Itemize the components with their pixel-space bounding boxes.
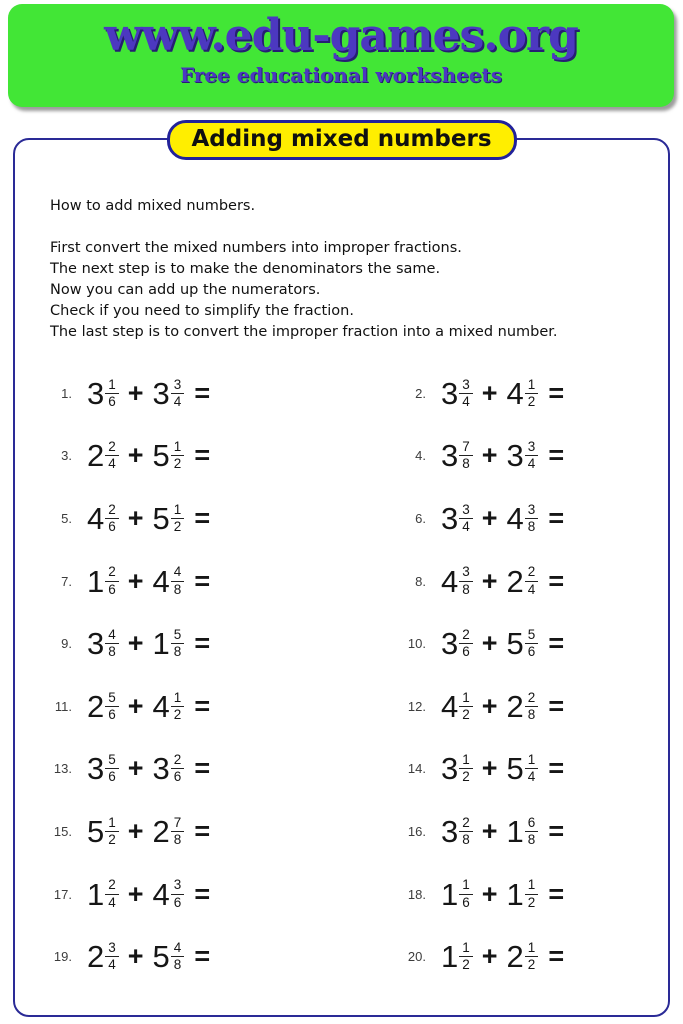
problem-number: 15. <box>53 823 72 839</box>
mixed-number-b <box>506 563 539 599</box>
equals-sign: = <box>548 628 565 659</box>
problem-number: 16. <box>407 823 426 839</box>
numerator-a: 2 <box>108 501 116 517</box>
equals-sign: = <box>194 690 211 721</box>
whole-number-a: 4 <box>87 500 105 536</box>
worksheet-panel <box>13 138 670 1017</box>
fraction-b <box>171 753 185 784</box>
fraction-b <box>171 440 185 471</box>
problem-number: 13. <box>53 761 72 777</box>
problem-number: 19. <box>53 949 72 965</box>
instruction-step: Check if you need to simplify the fraction. <box>50 303 354 319</box>
denominator-a: 6 <box>459 894 473 910</box>
numerator-b: 3 <box>173 376 182 392</box>
denominator-b: 4 <box>525 768 539 784</box>
whole-number-a: 2 <box>87 939 105 975</box>
problem-number: 3. <box>61 448 72 464</box>
denominator-b: 4 <box>171 393 185 409</box>
mixed-number-a <box>87 438 119 474</box>
whole-number-b: 5 <box>152 438 170 474</box>
numerator-a: 3 <box>108 939 116 955</box>
numerator-a: 1 <box>462 689 470 705</box>
whole-number-b: 4 <box>152 876 170 912</box>
mixed-number-b <box>152 813 185 849</box>
fraction-a <box>459 878 473 909</box>
site-banner <box>8 4 674 107</box>
denominator-b: 6 <box>525 643 539 659</box>
plus-operator: + <box>481 440 498 471</box>
problem-number: 6. <box>415 510 426 526</box>
fraction-a <box>105 503 119 534</box>
fraction-b <box>525 628 539 659</box>
equals-sign: = <box>194 753 211 784</box>
whole-number-b: 2 <box>506 939 524 975</box>
whole-number-a: 3 <box>87 375 105 411</box>
problem-number: 7. <box>61 573 72 589</box>
mixed-number-b <box>506 751 539 787</box>
equals-sign: = <box>548 377 565 408</box>
numerator-a: 2 <box>108 439 116 455</box>
plus-operator: + <box>481 565 498 596</box>
numerator-b: 1 <box>173 501 182 517</box>
instruction-step: The last step is to convert the improper fraction into a mixed number. <box>50 324 558 340</box>
plus-operator: + <box>481 878 498 909</box>
whole-number-a: 3 <box>441 626 459 662</box>
whole-number-b: 1 <box>506 876 524 912</box>
problem-row <box>40 375 346 411</box>
numerator-a: 1 <box>462 752 470 768</box>
numerator-b: 2 <box>527 564 536 580</box>
fraction-b <box>525 503 539 534</box>
fraction-b <box>171 628 185 659</box>
numerator-b: 1 <box>527 939 536 955</box>
fraction-b <box>525 941 539 972</box>
plus-operator: + <box>481 815 498 846</box>
equals-sign: = <box>194 815 211 846</box>
mixed-number-a <box>87 876 119 912</box>
problem-row <box>346 939 652 975</box>
equals-sign: = <box>548 753 565 784</box>
problem-row <box>40 626 346 662</box>
whole-number-b: 1 <box>152 626 170 662</box>
mixed-number-b <box>506 876 539 912</box>
instruction-step: First convert the mixed numbers into improper fractions. <box>50 240 462 256</box>
numerator-a: 4 <box>108 627 116 642</box>
denominator-a: 6 <box>105 393 119 409</box>
fraction-a <box>105 691 119 722</box>
whole-number-a: 4 <box>441 688 459 724</box>
site-title: www.edu-games.org <box>104 10 578 61</box>
instructions-intro: How to add mixed numbers. <box>50 198 256 214</box>
whole-number-a: 3 <box>441 813 459 849</box>
plus-operator: + <box>127 377 144 408</box>
denominator-a: 8 <box>459 831 473 847</box>
mixed-number-a <box>87 500 119 536</box>
numerator-a: 1 <box>462 939 470 955</box>
numerator-b: 1 <box>173 689 182 705</box>
numerator-b: 2 <box>173 752 182 768</box>
site-tagline: Free educational worksheets <box>179 63 503 88</box>
denominator-a: 4 <box>459 518 473 534</box>
problem-row <box>40 751 346 787</box>
whole-number-a: 3 <box>441 500 459 536</box>
denominator-a: 4 <box>105 894 119 910</box>
plus-operator: + <box>481 628 498 659</box>
problem-row <box>40 688 346 724</box>
plus-operator: + <box>481 502 498 533</box>
numerator-b: 7 <box>173 814 182 830</box>
mixed-number-b <box>506 813 539 849</box>
whole-number-b: 3 <box>152 375 170 411</box>
whole-number-b: 2 <box>152 813 170 849</box>
whole-number-b: 2 <box>506 563 524 599</box>
equals-sign: = <box>548 690 565 721</box>
plus-operator: + <box>481 941 498 972</box>
instruction-step: Now you can add up the numerators. <box>50 282 321 298</box>
problem-number: 8. <box>415 573 426 589</box>
equals-sign: = <box>194 565 211 596</box>
equals-sign: = <box>548 815 565 846</box>
mixed-number-b <box>506 939 539 975</box>
numerator-a: 5 <box>108 752 116 768</box>
denominator-b: 2 <box>525 894 539 910</box>
denominator-b: 4 <box>525 581 539 597</box>
mixed-number-b <box>506 438 539 474</box>
whole-number-a: 3 <box>87 626 105 662</box>
numerator-b: 3 <box>527 501 536 517</box>
equals-sign: = <box>548 878 565 909</box>
numerator-a: 2 <box>462 814 470 830</box>
mixed-number-b <box>152 688 185 724</box>
denominator-a: 6 <box>105 581 119 597</box>
denominator-a: 2 <box>459 706 473 722</box>
plus-operator: + <box>481 377 498 408</box>
problem-row <box>346 751 652 787</box>
problem-number: 17. <box>53 886 72 902</box>
fraction-b <box>525 816 539 847</box>
denominator-b: 8 <box>171 581 185 597</box>
mixed-number-b <box>506 375 539 411</box>
whole-number-b: 2 <box>506 688 524 724</box>
numerator-b: 4 <box>173 939 182 955</box>
whole-number-b: 4 <box>506 375 524 411</box>
fraction-b <box>525 378 539 409</box>
denominator-b: 8 <box>171 643 185 659</box>
denominator-b: 2 <box>525 393 539 409</box>
worksheet-title: Adding mixed numbers <box>166 120 516 160</box>
denominator-a: 2 <box>105 831 119 847</box>
problem-row <box>346 563 652 599</box>
numerator-a: 2 <box>108 877 116 893</box>
numerator-a: 3 <box>462 376 470 392</box>
fraction-a <box>105 816 119 847</box>
mixed-number-a <box>87 939 119 975</box>
numerator-a: 1 <box>462 877 470 893</box>
fraction-b <box>171 691 185 722</box>
numerator-a: 1 <box>108 814 116 830</box>
numerator-a: 2 <box>462 627 470 642</box>
denominator-a: 4 <box>105 956 119 972</box>
plus-operator: + <box>127 502 144 533</box>
fraction-b <box>171 941 185 972</box>
fraction-a <box>459 378 473 409</box>
mixed-number-a <box>441 813 473 849</box>
problem-row <box>40 813 346 849</box>
whole-number-b: 3 <box>152 751 170 787</box>
equals-sign: = <box>548 502 565 533</box>
plus-operator: + <box>481 690 498 721</box>
denominator-b: 2 <box>171 455 185 471</box>
fraction-b <box>525 691 539 722</box>
fraction-a <box>105 878 119 909</box>
problem-row <box>346 626 652 662</box>
whole-number-a: 3 <box>441 751 459 787</box>
fraction-a <box>459 753 473 784</box>
equals-sign: = <box>548 440 565 471</box>
plus-operator: + <box>127 690 144 721</box>
denominator-b: 6 <box>171 894 185 910</box>
problems-grid <box>40 362 652 988</box>
problem-number: 4. <box>415 448 426 464</box>
problem-number: 11. <box>54 698 72 714</box>
mixed-number-b <box>506 688 539 724</box>
mixed-number-b <box>152 751 185 787</box>
fraction-a <box>459 565 473 596</box>
fraction-a <box>105 378 119 409</box>
problem-row <box>346 375 652 411</box>
whole-number-a: 1 <box>441 939 459 975</box>
fraction-b <box>525 753 539 784</box>
denominator-a: 2 <box>459 768 473 784</box>
whole-number-a: 3 <box>441 438 459 474</box>
mixed-number-b <box>152 876 185 912</box>
fraction-b <box>525 878 539 909</box>
denominator-b: 4 <box>525 455 539 471</box>
problem-number: 18. <box>407 886 426 902</box>
fraction-b <box>525 565 539 596</box>
mixed-number-b <box>152 438 185 474</box>
numerator-b: 4 <box>173 564 182 580</box>
plus-operator: + <box>127 440 144 471</box>
mixed-number-b <box>152 939 185 975</box>
numerator-b: 1 <box>527 376 536 392</box>
fraction-a <box>105 753 119 784</box>
denominator-b: 8 <box>171 956 185 972</box>
problem-number: 1. <box>61 385 72 401</box>
numerator-b: 5 <box>173 627 182 642</box>
problem-row <box>40 438 346 474</box>
whole-number-a: 1 <box>441 876 459 912</box>
problem-row <box>40 500 346 536</box>
denominator-a: 2 <box>459 956 473 972</box>
mixed-number-a <box>441 876 473 912</box>
denominator-a: 8 <box>459 455 473 471</box>
denominator-b: 8 <box>525 706 539 722</box>
mixed-number-a <box>441 375 473 411</box>
numerator-b: 2 <box>527 689 536 705</box>
whole-number-b: 1 <box>506 813 524 849</box>
plus-operator: + <box>127 878 144 909</box>
fraction-a <box>105 565 119 596</box>
mixed-number-a <box>87 626 119 662</box>
fraction-b <box>171 878 185 909</box>
mixed-number-b <box>506 500 539 536</box>
numerator-b: 1 <box>173 439 182 455</box>
fraction-b <box>171 503 185 534</box>
whole-number-a: 3 <box>441 375 459 411</box>
denominator-a: 6 <box>459 643 473 659</box>
mixed-number-a <box>87 563 119 599</box>
denominator-b: 8 <box>525 831 539 847</box>
denominator-a: 4 <box>459 393 473 409</box>
instruction-step: The next step is to make the denominators the same. <box>50 261 441 277</box>
whole-number-b: 4 <box>152 563 170 599</box>
fraction-a <box>459 440 473 471</box>
fraction-a <box>459 503 473 534</box>
whole-number-a: 4 <box>441 563 459 599</box>
denominator-a: 6 <box>105 768 119 784</box>
whole-number-b: 5 <box>506 626 524 662</box>
equals-sign: = <box>194 628 211 659</box>
mixed-number-a <box>441 438 473 474</box>
mixed-number-a <box>441 751 473 787</box>
whole-number-b: 4 <box>152 688 170 724</box>
whole-number-a: 2 <box>87 438 105 474</box>
denominator-b: 2 <box>171 518 185 534</box>
whole-number-a: 3 <box>87 751 105 787</box>
denominator-b: 2 <box>171 706 185 722</box>
problem-number: 10. <box>407 636 426 652</box>
problem-row <box>346 500 652 536</box>
equals-sign: = <box>548 565 565 596</box>
problem-row <box>40 876 346 912</box>
whole-number-a: 1 <box>87 563 105 599</box>
fraction-a <box>105 628 119 659</box>
plus-operator: + <box>127 815 144 846</box>
numerator-a: 1 <box>108 376 116 392</box>
numerator-a: 5 <box>108 689 116 705</box>
numerator-b: 6 <box>527 814 536 830</box>
mixed-number-a <box>441 688 473 724</box>
whole-number-b: 3 <box>506 438 524 474</box>
fraction-b <box>171 565 185 596</box>
numerator-b: 1 <box>527 877 536 893</box>
whole-number-b: 5 <box>152 500 170 536</box>
mixed-number-a <box>441 939 473 975</box>
denominator-a: 8 <box>459 581 473 597</box>
fraction-a <box>105 941 119 972</box>
plus-operator: + <box>127 941 144 972</box>
equals-sign: = <box>194 440 211 471</box>
numerator-a: 7 <box>462 439 470 455</box>
whole-number-a: 5 <box>87 813 105 849</box>
problem-row <box>40 939 346 975</box>
numerator-b: 5 <box>527 627 536 642</box>
denominator-a: 8 <box>105 643 119 659</box>
denominator-b: 6 <box>171 768 185 784</box>
equals-sign: = <box>548 941 565 972</box>
mixed-number-b <box>152 500 185 536</box>
problem-row <box>346 688 652 724</box>
numerator-a: 2 <box>108 564 116 580</box>
denominator-b: 8 <box>171 831 185 847</box>
mixed-number-a <box>441 626 473 662</box>
fraction-a <box>459 941 473 972</box>
equals-sign: = <box>194 502 211 533</box>
mixed-number-a <box>441 563 473 599</box>
problem-number: 9. <box>61 636 72 652</box>
problem-number: 2. <box>415 385 426 401</box>
fraction-a <box>459 816 473 847</box>
problem-number: 14. <box>407 761 426 777</box>
fraction-a <box>459 691 473 722</box>
mixed-number-b <box>506 626 539 662</box>
equals-sign: = <box>194 878 211 909</box>
mixed-number-b <box>152 563 185 599</box>
whole-number-b: 5 <box>506 751 524 787</box>
fraction-a <box>459 628 473 659</box>
whole-number-b: 4 <box>506 500 524 536</box>
mixed-number-a <box>441 500 473 536</box>
plus-operator: + <box>127 565 144 596</box>
equals-sign: = <box>194 941 211 972</box>
mixed-number-a <box>87 751 119 787</box>
whole-number-b: 5 <box>152 939 170 975</box>
problem-row <box>346 438 652 474</box>
equals-sign: = <box>194 377 211 408</box>
fraction-a <box>105 440 119 471</box>
plus-operator: + <box>127 628 144 659</box>
whole-number-a: 1 <box>87 876 105 912</box>
fraction-b <box>525 440 539 471</box>
denominator-b: 8 <box>525 518 539 534</box>
whole-number-a: 2 <box>87 688 105 724</box>
mixed-number-b <box>152 375 185 411</box>
denominator-a: 6 <box>105 706 119 722</box>
fraction-b <box>171 378 185 409</box>
problem-number: 20. <box>407 949 426 965</box>
mixed-number-a <box>87 688 119 724</box>
mixed-number-b <box>152 626 185 662</box>
problem-row <box>40 563 346 599</box>
numerator-b: 1 <box>527 752 536 768</box>
denominator-a: 4 <box>105 455 119 471</box>
instructions-block <box>50 196 558 343</box>
numerator-a: 3 <box>462 501 470 517</box>
mixed-number-a <box>87 813 119 849</box>
plus-operator: + <box>481 753 498 784</box>
fraction-b <box>171 816 185 847</box>
problem-number: 5. <box>61 510 72 526</box>
mixed-number-a <box>87 375 119 411</box>
numerator-b: 3 <box>173 877 182 893</box>
plus-operator: + <box>127 753 144 784</box>
denominator-b: 2 <box>525 956 539 972</box>
numerator-b: 3 <box>527 439 536 455</box>
denominator-a: 6 <box>105 518 119 534</box>
problem-row <box>346 876 652 912</box>
problem-row <box>346 813 652 849</box>
numerator-a: 3 <box>462 564 470 580</box>
problem-number: 12. <box>407 698 426 714</box>
